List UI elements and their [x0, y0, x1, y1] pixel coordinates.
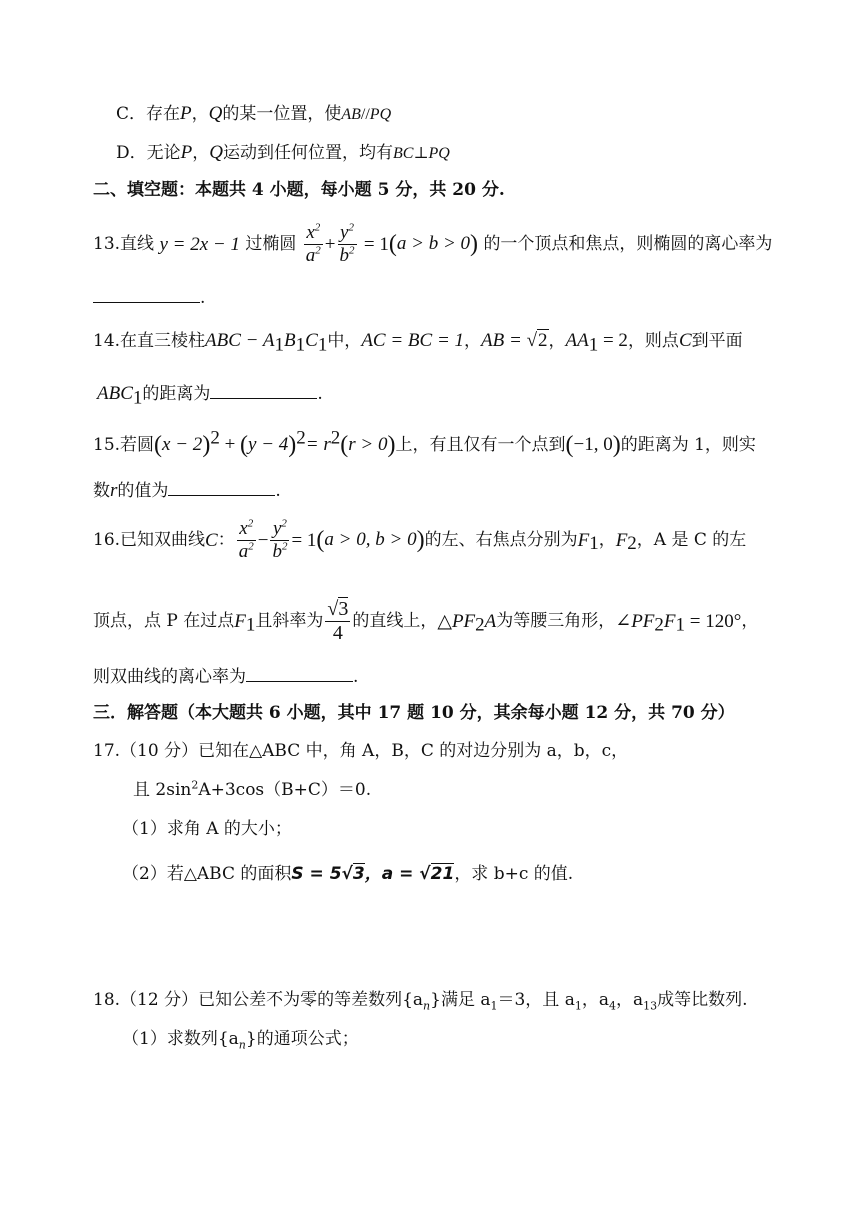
q14-prism: ABC − A [205, 330, 275, 351]
fraction-y2-b2: $\frac{y^2}{b^2}$ [339, 221, 355, 266]
q14-text-2: ，则点 [627, 331, 679, 351]
sep: ， [191, 104, 209, 124]
q15-text: 上，有且仅有一个点到 [395, 435, 566, 455]
q16-text-2: ，A 是 C 的左 [636, 529, 747, 550]
q18-text-f: 成等比数列. [657, 990, 748, 1010]
point-a: A [484, 611, 497, 632]
seg-ab: AB [341, 106, 361, 123]
sqrt-3: √3 [341, 864, 365, 884]
angle-pf2f1: ∠PF [615, 611, 655, 632]
fraction-sqrt3-4: $\frac{√3}{4}$ [327, 598, 349, 644]
q16-text-5: 的直线上， [352, 611, 438, 631]
fraction-y2-b2: $\frac{y^2}{b^2}$ [272, 517, 288, 562]
q16-text-6: 为等腰三角形， [496, 611, 616, 631]
q18-text-c: ＝3，且 a [497, 990, 575, 1010]
q17-cond-b: A+3cos（B+C）＝0. [198, 780, 372, 800]
q16-line-2: 顶点，点 P 在过点$F_1$且斜率为 $\frac{√3}{4}$ 的直线上，$\triangle PF_2A$为等腰三角形，$\angle PF_2F_1 = 120^\circ$， [93, 598, 759, 644]
q15-answer-blank[interactable] [168, 481, 275, 496]
var-q: Q [208, 103, 223, 124]
sqrt-arg: 3 [352, 864, 365, 884]
question-15: 15.若圆$(x - 2)^2 + (y - 4)^2= r^2(r > 0)$上，有且仅有一个点到(−1, 0)的距离为 1，则实 [93, 427, 756, 458]
q13-line-equation: y = 2x − 1 [159, 233, 240, 255]
sep: ， [741, 611, 759, 631]
q18-part-1: （1）求数列$\{a_n\}$的通项公式； [122, 1029, 359, 1052]
y-var: y [340, 222, 349, 243]
option-c [116, 104, 391, 123]
sep: ， [192, 143, 210, 163]
sqrt-21: √21 [419, 864, 455, 884]
q17-part-2-text: （2）若△ABC 的面积 [122, 864, 292, 884]
var-p: P [180, 142, 193, 163]
q18-text-e: ，a [615, 990, 644, 1010]
var-p: P [180, 103, 192, 124]
perp-symbol: ⊥ [413, 145, 429, 162]
q14-ab: AB = [481, 330, 527, 351]
q17-part-2-end: ，求 b+c 的值. [454, 864, 574, 884]
point-c: C [678, 330, 692, 351]
q14-aa1-value: = 2 [598, 330, 628, 351]
q15-term-1: x − 2 [162, 434, 203, 455]
q15-text-2: 的距离为 1，则实 [620, 435, 756, 455]
q17-condition: 且 $2\sin^2A+3\cos(B+C)=0$. [133, 778, 372, 800]
denominator: 4 [332, 622, 343, 644]
q17-cond-a: 且 2sin [133, 780, 192, 800]
sqrt-arg: 3 [338, 598, 349, 620]
question-17: 17.（10 分）已知在△ABC 中，角 A，B，C 的对边分别为 a，b，c， [93, 741, 629, 761]
sqrt-arg: 21 [430, 864, 455, 884]
q15-term-2: y − 4 [248, 434, 289, 455]
focus-f1: F [577, 529, 590, 551]
section-3-heading: 三．解答题（本大题共 6 小题，其中 17 题 10 分，其余每小题 12 分，共 70 分） [93, 703, 735, 723]
q15-point: −1, 0 [573, 434, 613, 455]
curve-c: C [205, 529, 218, 551]
q18-text-a: 18.（12 分）已知公差不为零的等差数列{a [93, 990, 424, 1010]
a-var: a [238, 540, 249, 562]
q16-text: 的左、右焦点分别为 [424, 529, 578, 550]
period: . [200, 288, 206, 308]
q16-answer-blank[interactable] [246, 667, 353, 682]
focus-f: F [663, 611, 676, 632]
sqrt-arg: 2 [538, 330, 548, 351]
sep: ， [548, 331, 566, 351]
q18-text-d: ，a [581, 990, 609, 1010]
option-c-prefix: C．存在 [116, 104, 181, 124]
option-d-prefix: D．无论 [116, 143, 181, 163]
q15-text-4: 的值为 [117, 481, 169, 501]
angle-value: = 120° [685, 611, 742, 632]
b-var: b [272, 540, 282, 562]
area-s: S = 5 [291, 864, 342, 884]
option-d-mid: 运动到任何位置，均有 [222, 143, 393, 163]
sqrt-2: √2 [526, 330, 548, 351]
period: . [353, 667, 359, 687]
q15-label: 15.若圆 [93, 435, 155, 455]
var-r: r [110, 480, 118, 501]
q16-condition: a > 0, b > 0 [324, 529, 417, 551]
colon: ： [217, 529, 235, 550]
q14-answer-blank[interactable] [210, 384, 317, 399]
q13-text: 过椭圆 [245, 233, 297, 254]
q14-text-4: 的距离为 [142, 384, 211, 404]
q18-part-1-text: （1）求数列{a [122, 1029, 239, 1049]
parallel-symbol: // [360, 106, 370, 123]
q18-text-b: }满足 a [430, 990, 491, 1010]
triangle-pf2a: △PF [437, 611, 476, 632]
x-var: x [239, 518, 248, 539]
question-16: 16.已知双曲线C： $\frac{x^2}{a^2}$ − $\frac{y^2}{b^2}$ = 1(a > 0, b > 0)的左、右焦点分别为$F_1$，$F_2$，A 是 C 的左 [93, 517, 747, 562]
q15-text-3: 数 [93, 481, 110, 501]
q13-eq-one: = 1 [363, 233, 389, 255]
q16-eq-one: = 1 [291, 529, 317, 551]
q16-line-3 [93, 667, 358, 686]
var-q: Q [209, 142, 223, 163]
y-var: y [272, 518, 282, 539]
q13-condition: a > b > 0 [396, 233, 471, 255]
a-var: a [305, 244, 316, 266]
q16-label: 16.已知双曲线 [93, 529, 206, 550]
x-var: x [306, 222, 315, 243]
period: . [275, 481, 281, 501]
q14-line-2: $ABC_1$的距离为 . [97, 383, 323, 409]
q13-answer-blank[interactable] [93, 288, 200, 303]
sep: ， [464, 331, 482, 351]
seg-pq: PQ [428, 145, 450, 162]
sep: ， [364, 864, 382, 884]
option-c-mid: 的某一位置，使 [222, 104, 342, 124]
q15-radius: = r [305, 434, 331, 455]
seg-pq: PQ [369, 106, 392, 123]
option-d [116, 143, 450, 162]
q15-condition: r > 0 [348, 434, 388, 455]
q16-text-8: 则双曲线的离心率为 [93, 667, 246, 687]
fraction-x2-a2: $\frac{x^2}{a^2}$ [238, 517, 254, 562]
focus-f2: F [615, 529, 628, 551]
side-a: a = [381, 864, 420, 884]
q17-part-1: （1）求角 A 的大小； [122, 819, 292, 839]
question-18: 18.（12 分）已知公差不为零的等差数列$\{a_n\}$满足 $a_1=3$，且 $a_1$，$a_4$，$a_{13}$成等比数列. [93, 990, 748, 1013]
q13-answer-line [93, 288, 205, 307]
q13-text-2: 的一个顶点和焦点，则椭圆的离心率为 [483, 233, 773, 254]
seg-bc: BC [392, 145, 414, 162]
question-14: 14.在直三棱柱ABC − $A_1B_1C_1$中，AC = BC = 1，AB = √2，$AA_1 = 2$，则点C到平面 [93, 330, 743, 356]
q14-text-3: 到平面 [691, 331, 743, 351]
q14-aa1: AA [565, 330, 589, 351]
q14-text: 中， [327, 331, 362, 351]
q16-text-4: 且斜率为 [255, 611, 324, 631]
q14-label: 14.在直三棱柱 [93, 331, 206, 351]
q14-ac-bc: AC = BC = 1 [361, 330, 465, 351]
fraction-x2-a2: $\frac{x^2}{a^2}$ [305, 221, 321, 266]
section-2-heading: 二、填空题：本题共 4 小题，每小题 5 分，共 20 分. [93, 180, 505, 200]
sep: ， [598, 529, 616, 550]
q16-text-3: 顶点，点 P 在过点 [93, 611, 235, 631]
q17-part-2 [122, 866, 573, 883]
q15-line-2 [93, 481, 281, 500]
q18-part-1-end: }的通项公式； [245, 1029, 359, 1049]
plane-abc1: ABC [97, 383, 133, 404]
period: . [317, 384, 323, 404]
b-var: b [339, 244, 349, 266]
question-13: 13.直线 y = 2x − 1 过椭圆 $\frac{x^2}{a^2}$ + $\frac{y^2}{b^2}$ = 1(a > b > 0) 的一个顶点和焦点，则椭圆的离心率为 [93, 221, 773, 266]
q13-label: 13.直线 [93, 233, 155, 254]
